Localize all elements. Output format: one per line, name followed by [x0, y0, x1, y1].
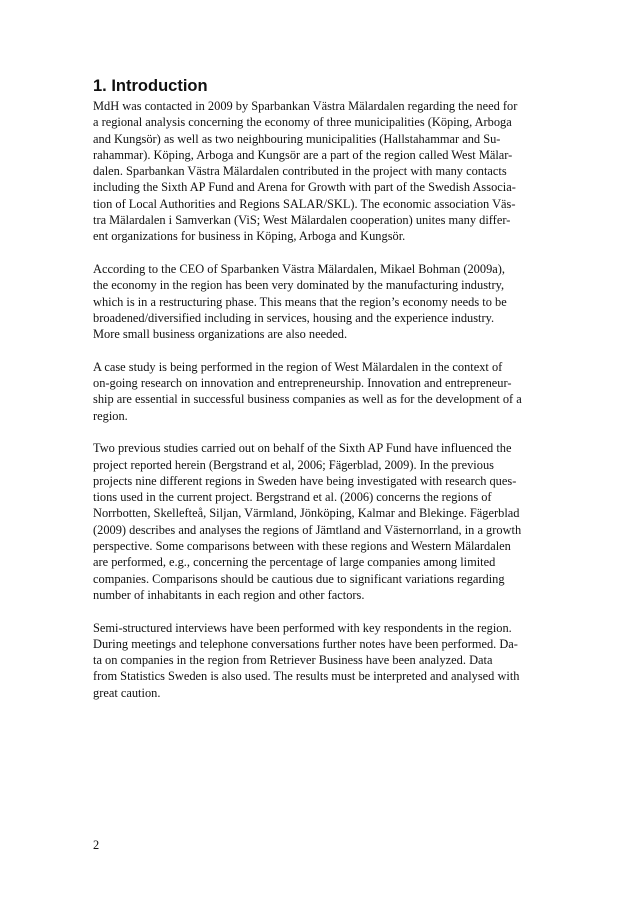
- text-line: number of inhabitants in each region and other factors.: [93, 587, 365, 602]
- text-line: companies. Comparisons should be cautious due to significant variations regarding: [93, 571, 505, 586]
- text-line: A case study is being performed in the region of West Mälardalen in the context of: [93, 359, 503, 374]
- text-line: Norrbotten, Skellefteå, Siljan, Värmland, Jönköping, Kalmar and Blekinge. Fägerblad: [93, 506, 520, 521]
- text-line: projects nine different regions in Sweden have being investigated with research ques-: [93, 473, 517, 488]
- paragraph-2: [93, 261, 553, 342]
- text-line: ship are essential in successful business companies as well as for the development of a: [93, 392, 522, 407]
- text-line: region.: [93, 408, 128, 423]
- text-line: Semi-structured interviews have been performed with key respondents in the region.: [93, 620, 512, 635]
- text-line: MdH was contacted in 2009 by Sparbankan Västra Mälardalen regarding the need for: [93, 99, 518, 113]
- text-line: According to the CEO of Sparbanken Västra Mälardalen, Mikael Bohman (2009a),: [93, 261, 505, 276]
- text-line: great caution.: [93, 685, 161, 700]
- text-line: a regional analysis concerning the economy of three municipalities (Köping, Arboga: [93, 115, 512, 130]
- text-line: project reported herein (Bergstrand et al, 2006; Fägerblad, 2009). In the previous: [93, 457, 494, 472]
- paragraph-1: [93, 98, 553, 245]
- text-line: broadened/diversified including in services, housing and the experience industry.: [93, 310, 495, 325]
- text-line: are performed, e.g., concerning the percentage of large companies among limited: [93, 555, 496, 570]
- text-line: from Statistics Sweden is also used. The results must be interpreted and analysed with: [93, 669, 520, 684]
- text-line: and Kungsör) as well as two neighbouring municipalities (Hallstahammar and Su-: [93, 131, 501, 146]
- text-line: More small business organizations are also needed.: [93, 327, 348, 342]
- text-line: including the Sixth AP Fund and Arena for Growth with part of the Swedish Associa-: [93, 180, 516, 195]
- text-line: (2009) describes and analyses the regions of Jämtland and Västernorrland, in a growth: [93, 522, 522, 537]
- text-line: During meetings and telephone conversations further notes have been performed. Da-: [93, 636, 518, 651]
- text-line: on-going research on innovation and entrepreneurship. Innovation and entrepreneur-: [93, 376, 512, 391]
- paragraph-5: [93, 620, 553, 701]
- paragraph-4: [93, 440, 553, 603]
- text-line: tra Mälardalen i Samverkan (ViS; West Mälardalen cooperation) unites many differ-: [93, 213, 511, 228]
- text-line: which is in a restructuring phase. This means that the region’s economy needs to be: [93, 294, 507, 309]
- text-line: the economy in the region has been very dominated by the manufacturing industry,: [93, 278, 505, 293]
- text-line: ent organizations for business in Köping, Arboga and Kungsör.: [93, 229, 406, 244]
- text-line: ta on companies in the region from Retriever Business have been analyzed. Data: [93, 653, 493, 668]
- body-text: [93, 98, 553, 717]
- text-line: dalen. Sparbankan Västra Mälardalen contributed in the project with many contacts: [93, 164, 507, 179]
- text-line: Two previous studies carried out on behalf of the Sixth AP Fund have influenced the: [93, 441, 512, 456]
- text-line: tion of Local Authorities and Regions SALAR/SKL). The economic association Väs-: [93, 196, 516, 211]
- page-number: 2: [93, 838, 100, 852]
- section-heading: 1. Introduction: [93, 77, 208, 95]
- text-line: rahammar). Köping, Arboga and Kungsör are a part of the region called West Mälar-: [93, 147, 513, 162]
- paragraph-3: [93, 359, 553, 424]
- text-line: perspective. Some comparisons between with these regions and Western Mälardalen: [93, 539, 511, 554]
- text-line: tions used in the current project. Bergstrand et al. (2006) concerns the regions of: [93, 490, 492, 505]
